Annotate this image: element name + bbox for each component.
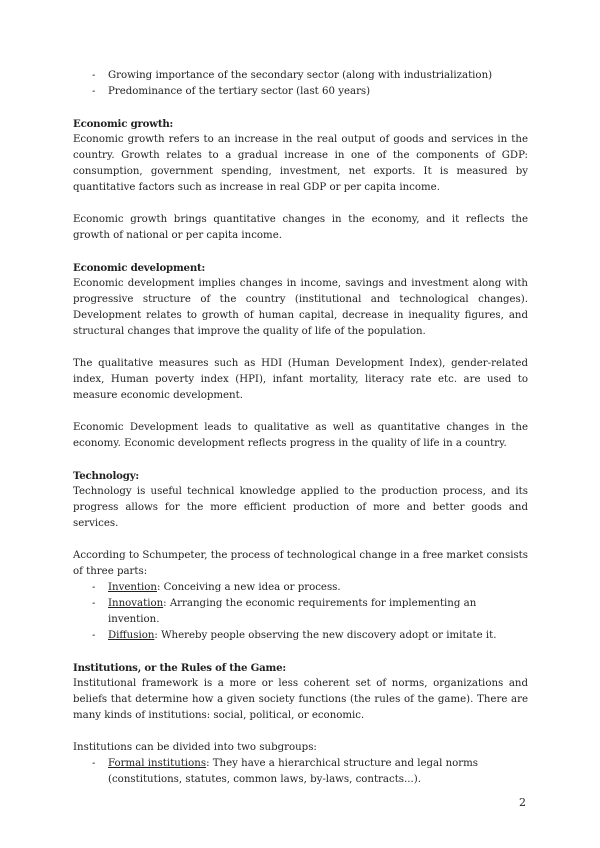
bullet-dash: - [92, 86, 96, 97]
paragraph: Economic growth refers to an increase in the real output of goods and services in the country. Growth relates to a gradual increase in one of the components of GDP: consumption, government spending, investment, net exports. It is measured by quantitative factors such as increase in real GDP or per capita income. [73, 134, 528, 193]
bullet-dash: - [92, 758, 96, 769]
sector-bullet-list [73, 68, 528, 100]
bullet-dash: - [92, 630, 96, 641]
list-item: - Growing importance of the secondary sector (along with industrialization) [73, 68, 528, 84]
heading-technology: Technology: [73, 470, 139, 482]
institutions-bullet-list [73, 756, 528, 788]
page-content [73, 68, 528, 788]
paragraph: Economic Development leads to qualitative as well as quantitative changes in the economy. Economic development reflects progress in the quality of life in a country. [73, 422, 528, 449]
list-item: - Diffusion: Whereby people observing the new discovery adopt or imitate it. [73, 628, 528, 644]
heading-economic-growth: Economic growth: [73, 118, 174, 130]
paragraph: The qualitative measures such as HDI (Human Development Index), gender-related index, Human poverty index (HPI), infant mortality, literacy rate etc. are used to measure economic development. [73, 358, 528, 401]
paragraph: According to Schumpeter, the process of technological change in a free market consists of three parts: [73, 550, 528, 577]
paragraph: Institutions can be divided into two subgroups: [73, 742, 317, 753]
list-item: - Formal institutions: They have a hierarchical structure and legal norms (constitutions, statutes, common laws, by-laws, contracts...). [92, 758, 479, 785]
bullet-dash: - [92, 598, 96, 609]
technology-bullet-list [73, 580, 528, 644]
bullet-dash: - [92, 582, 96, 593]
heading-economic-development: Economic development: [73, 262, 206, 274]
page-number: 2 [519, 796, 526, 809]
paragraph: Economic development implies changes in income, savings and investment along with progressive structure of the country (institutional and technological changes). Development relates to growth of human capital, decrease in inequality figures, and structural changes that improve the quality of life of the population. [73, 278, 528, 337]
list-item: - Invention: Conceiving a new idea or process. [73, 580, 528, 596]
paragraph: Institutional framework is a more or less coherent set of norms, organizations and beliefs that determine how a given society functions (the rules of the game). There are many kinds of institutions: social, political, or economic. [73, 678, 528, 721]
paragraph: Economic growth brings quantitative changes in the economy, and it reflects the growth of national or per capita income. [73, 214, 528, 241]
heading-institutions: Institutions, or the Rules of the Game: [73, 662, 286, 674]
list-item: - Innovation: Arranging the economic requirements for implementing an invention. [92, 598, 477, 625]
bullet-dash: - [92, 70, 96, 81]
list-item: - Predominance of the tertiary sector (last 60 years) [73, 84, 528, 100]
paragraph: Technology is useful technical knowledge applied to the production process, and its progress allows for the more efficient production of more and better goods and services. [73, 486, 528, 529]
